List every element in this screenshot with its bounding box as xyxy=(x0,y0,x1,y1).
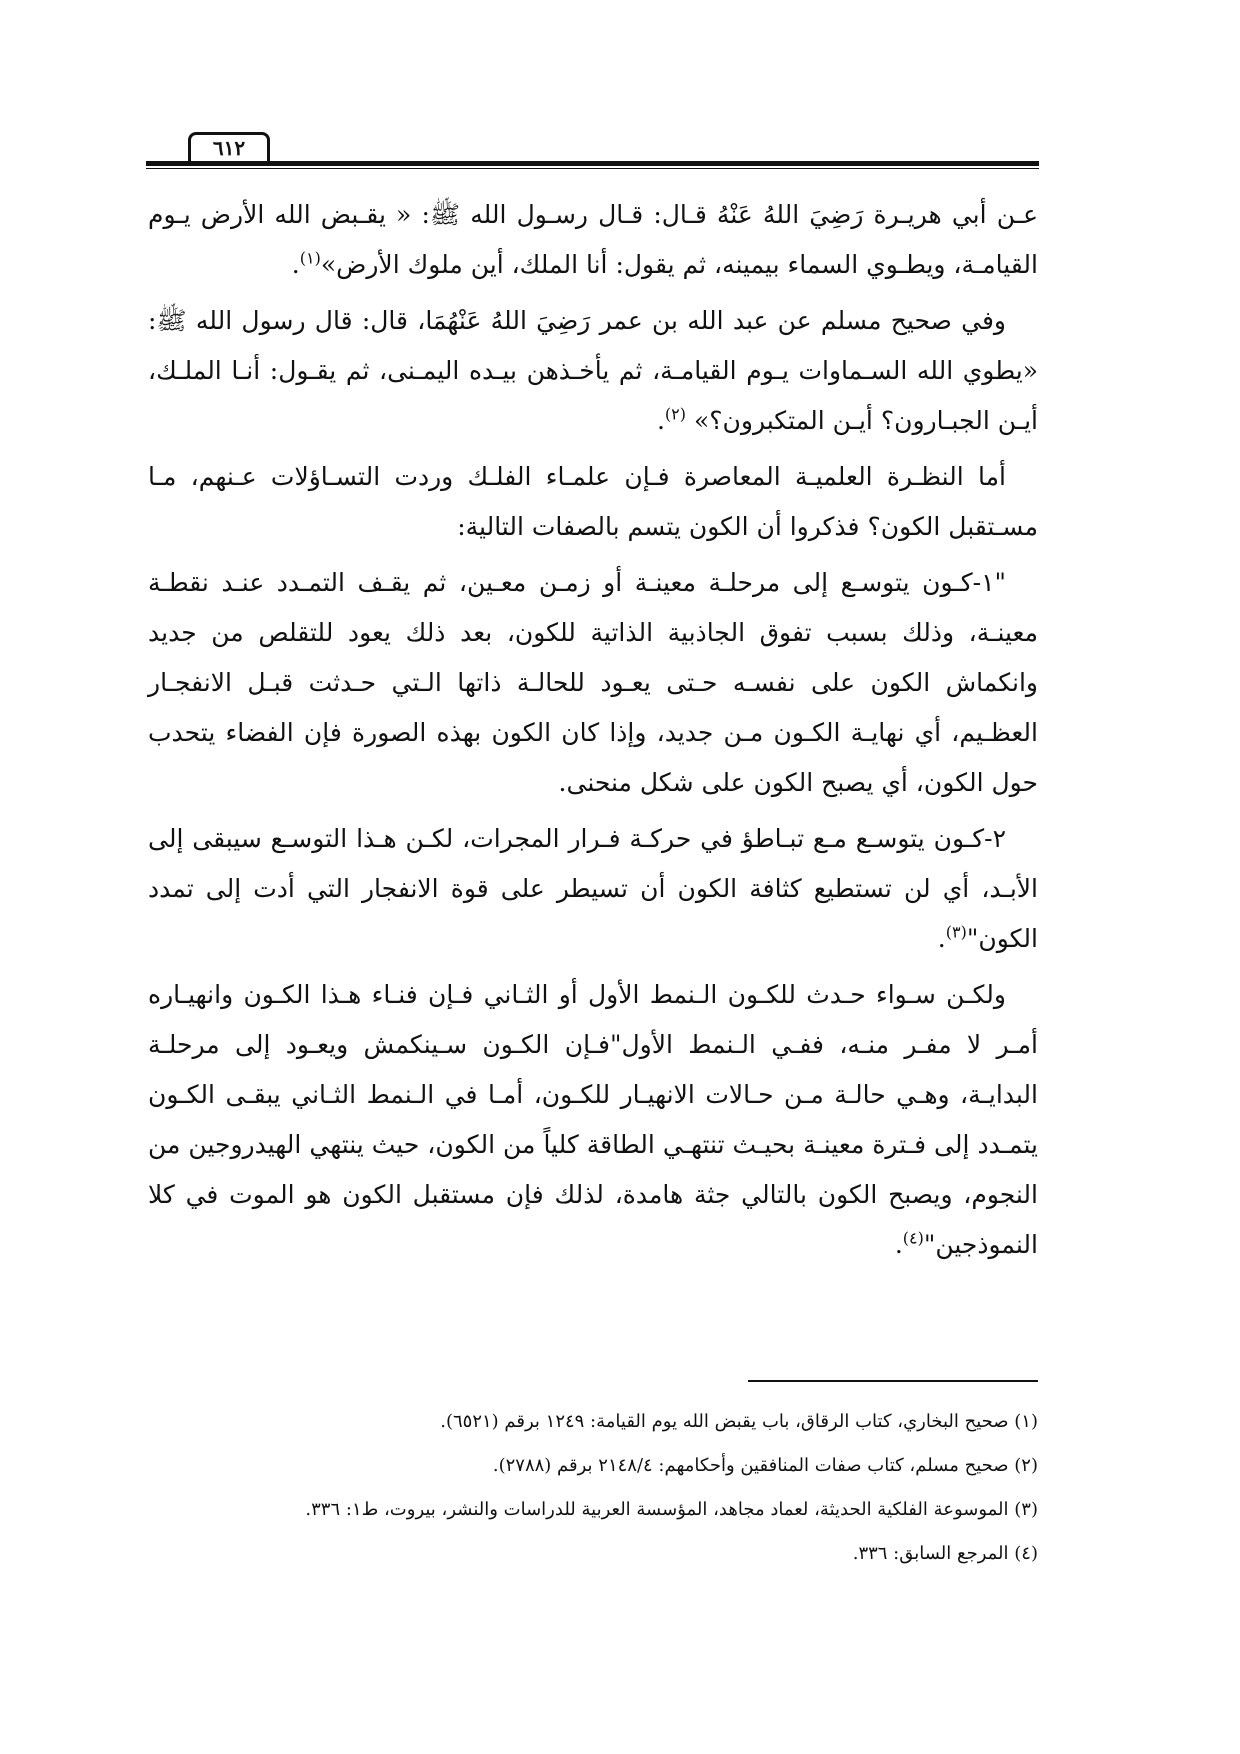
page-number: ٦١٢ xyxy=(188,132,270,161)
paragraph-2: وفي صحيح مسلم عن عبد الله بن عمر رَضِيَ اللهُ عَنْهُمَا، قال: قال رسول الله ﷺ: «يطوي الله السـماوات يـوم القيامـة، ثم يأخـذهن بيـده اليمـنى، ثم يقـول: أنـا الملـك، أيـن الجبـارون؟ أيـن المتكبرون؟» $^{(٢)}$. xyxy=(148,306,1038,435)
paragraph-3: أما النظـرة العلميـة المعاصرة فـإن علمـاء الفلـك وردت التسـاؤلات عـنهم، مـا مسـتقبل الكون؟ فذكروا أن الكون يتسم بالصفات التالية: xyxy=(148,462,1038,541)
header-rule-thin xyxy=(146,168,1039,169)
footnote-2: (٢) صحيح مسلم، كتاب صفات المنافقين وأحكامهم: ٢١٤٨/٤ برقم (٢٧٨٨). xyxy=(492,1455,1038,1476)
main-text xyxy=(148,190,1038,1276)
header-rule-thick xyxy=(146,161,1039,166)
paragraph-5: ٢-كـون يتوسـع مـع تبـاطؤ في حركـة فـرار المجرات، لكـن هـذا التوسـع سيبقى إلى الأبـد، أي لن تستطيع كثافة الكون أن تسيطر على قوة الانفجار التي أدت إلى تمدد الكون"$^{(٣)}$. xyxy=(148,824,1038,953)
footnote-ref-2: (٢) xyxy=(664,404,687,424)
footnote-3: (٣) الموسوعة الفلكية الحديثة، لعماد مجاهد، المؤسسة العربية للدراسات والنشر، بيروت، ط١: ٣٣٦. xyxy=(305,1499,1038,1520)
footnote-ref-3: (٣) xyxy=(945,922,967,942)
paragraph-4: "١-كـون يتوسـع إلى مرحلـة معينـة أو زمـن معـين، ثم يقـف التمـدد عنـد نقطـة معينـة، وذلك بسبب تفوق الجاذبية الذاتية للكون، بعد ذلك يعود للتقلص من جديد وانكماش الكون على نفسـه حـتى يعـود للحالـة ذاتها الـتي حـدثت قبـل الانفجـار العظـيم، أي نهايـة الكـون مـن جديد، وإذا كان الكون بهذه الصورة فإن الفضاء يتحدب حول الكون، أي يصبح الكون على شكل منحنى. xyxy=(148,568,1038,797)
footnote-separator xyxy=(748,1380,1038,1382)
footnote-ref-4: (٤) xyxy=(902,1228,924,1248)
paragraph-1: عـن أبي هريـرة رَضِيَ اللهُ عَنْهُ قـال: قـال رسـول الله ﷺ: « يقـبض الله الأرض يـوم القيامـة، ويطـوي السماء بيمينه، ثم يقول: أنا الملك، أين ملوك الأرض»$^{(١)}$. xyxy=(148,200,1038,279)
paragraph-6: ولكـن سـواء حـدث للكـون الـنمط الأول أو الثـاني فـإن فنـاء هـذا الكـون وانهيـاره أمـر لا مفـر منـه، ففـي الـنمط الأول"فـإن الكـون سـينكمش ويعـود إلى مرحلـة البدايـة، وهـي حالـة مـن حـالات الانهيـار للكـون، أمـا في الـنمط الثـاني يبقـى الكـون يتمـدد إلى فـترة معينـة بحيـث تنتهـي الطاقة كلياً من الكون، حيث ينتهي الهيدروجين من النجوم، ويصبح الكون بالتالي جثة هامدة، لذلك فإن مستقبل الكون هو الموت في كلا النموذجين"$^{(٤)}$. xyxy=(148,980,1038,1259)
footnote-ref-1: (١) xyxy=(299,248,321,268)
footnotes xyxy=(148,1400,1038,1576)
page-header xyxy=(146,128,1039,168)
footnote-1: (١) صحيح البخاري، كتاب الرقاق، باب يقبض الله يوم القيامة: ١٢٤٩ برقم (٦٥٢١). xyxy=(440,1411,1038,1432)
footnote-4: (٤) المرجع السابق: ٣٣٦. xyxy=(852,1543,1038,1564)
